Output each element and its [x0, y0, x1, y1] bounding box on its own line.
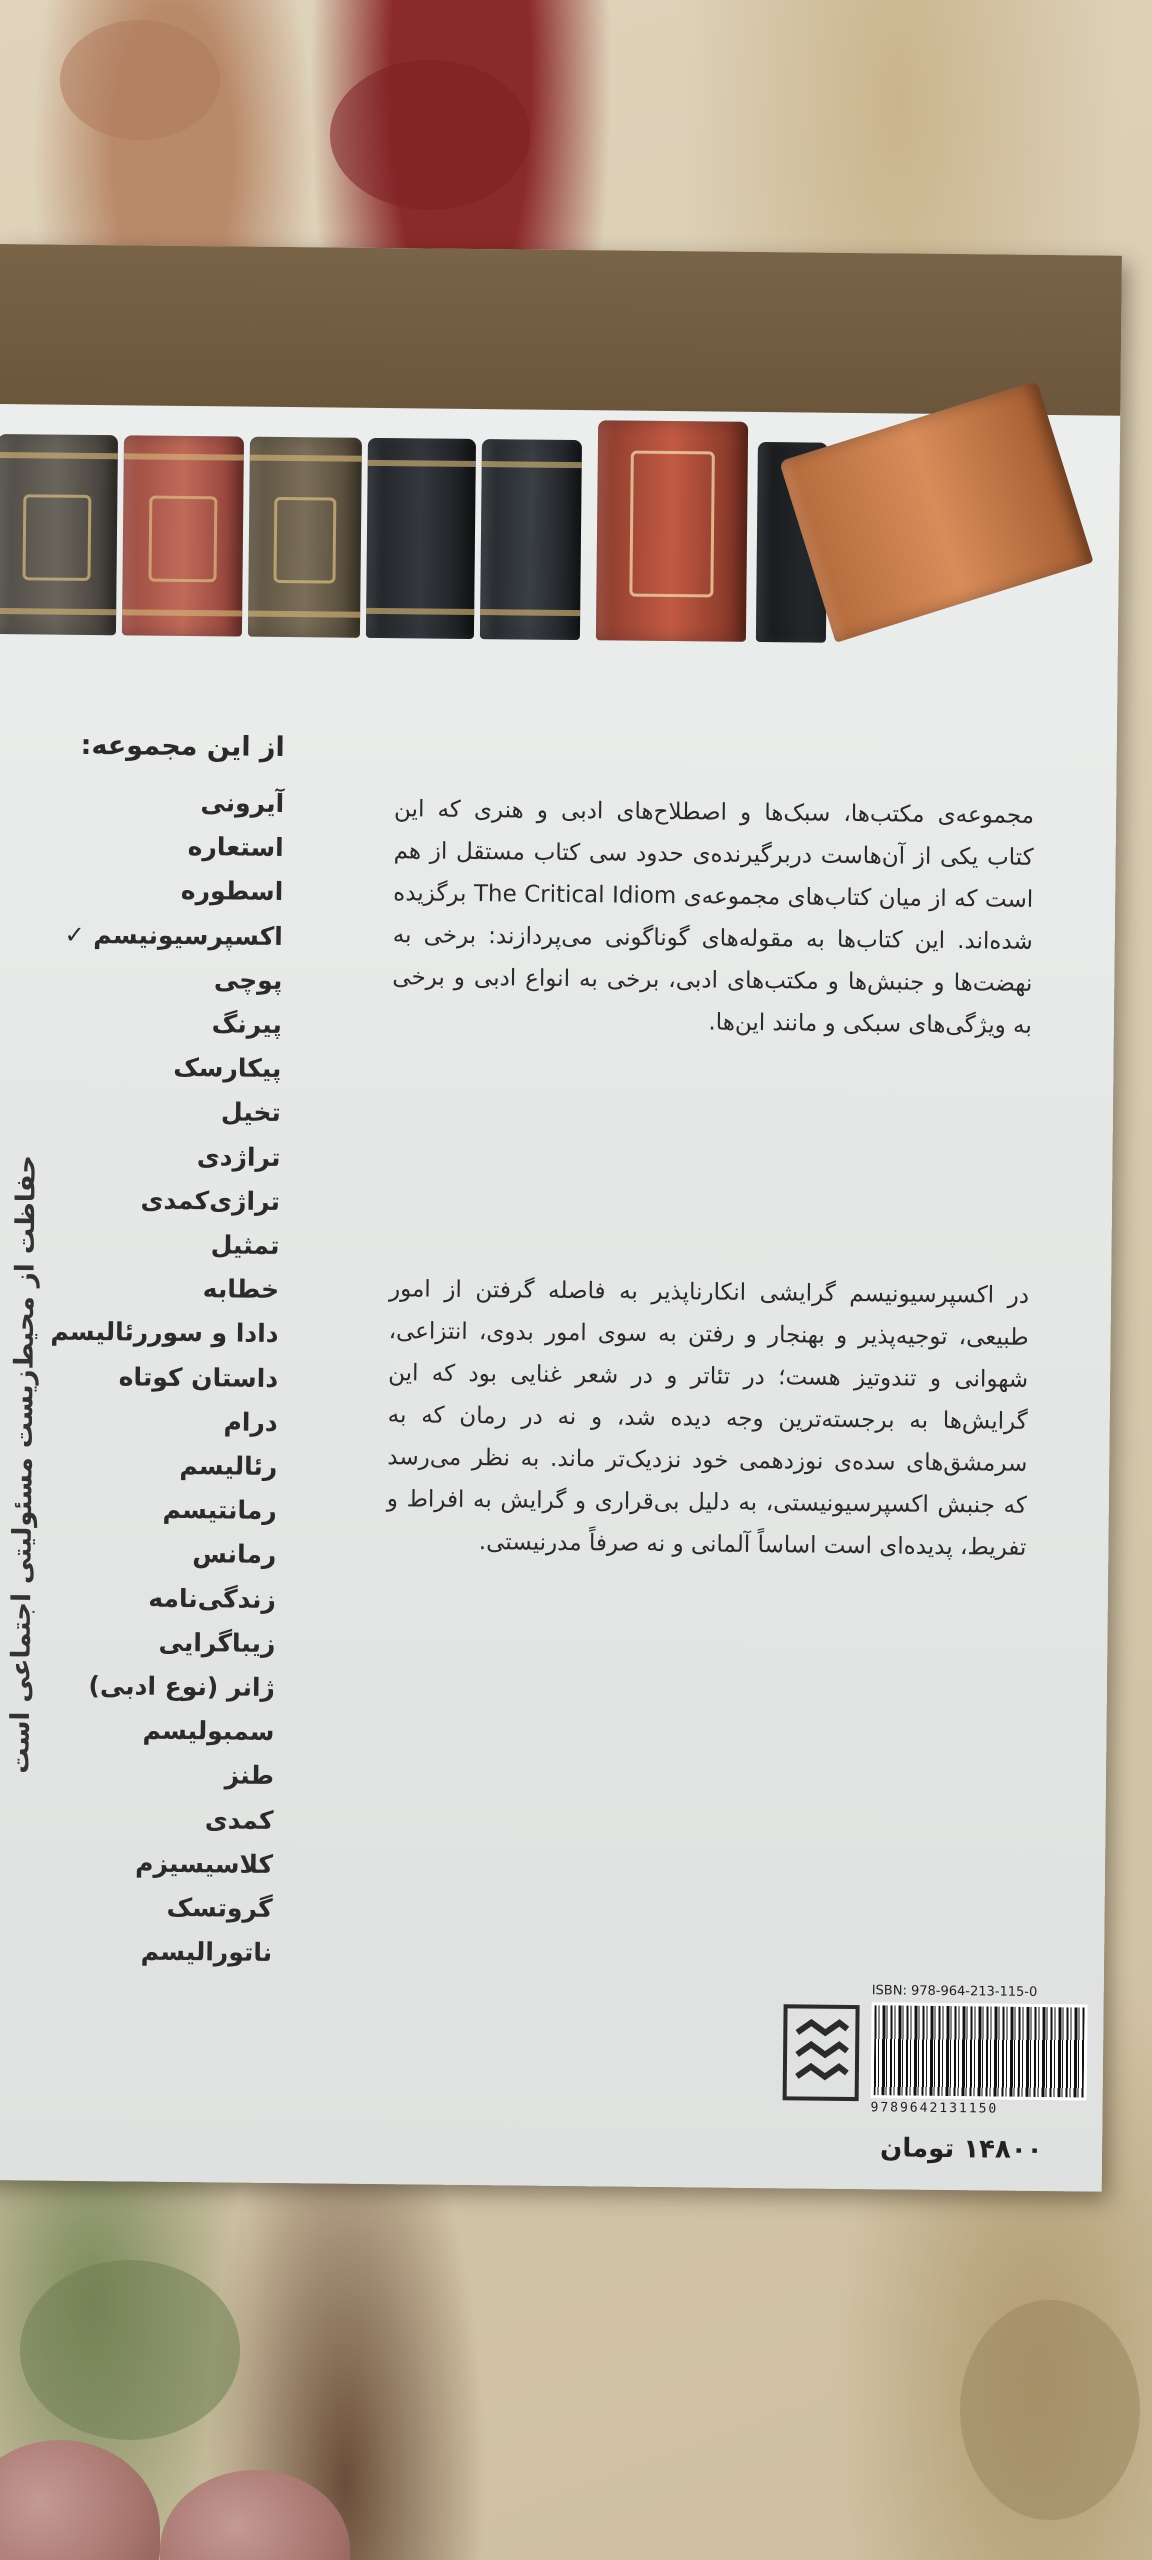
description-paragraph: مجموعه‌ی مکتب‌ها، سبک‌ها و اصطلاح‌های ادبی و هنری که این کتاب یکی از آن‌هاست دربرگیرنده‌ی حدود سی کتاب مستقل از هم است که از میان کتاب‌های مجموعه‌ی The Critical Idiom برگزیده شده‌اند. این کتاب‌ها به مقوله‌های گوناگونی می‌پردازند: برخی به نهضت‌ها و جنبش‌ها و مکتب‌های ادبی، برخی به انواع ادبی و برخی به ویژگی‌های سبکی و مانند این‌ها.: [392, 796, 1035, 1039]
finger: [0, 2440, 160, 2560]
book-back-cover: [0, 244, 1122, 2192]
series-item: گروتسک: [166, 1892, 273, 1924]
series-item: طنز: [224, 1760, 275, 1791]
series-item: استعاره: [187, 832, 284, 863]
publisher-logo-icon: [781, 2002, 862, 2103]
series-item: پیرنگ: [211, 1009, 282, 1040]
illustrated-book: [122, 435, 244, 636]
barcode-digits: 9789642131150: [870, 2100, 999, 2117]
illustrated-book: [0, 434, 118, 635]
barcode-icon: [871, 2002, 1088, 2100]
price-label: ۱۴۸۰۰ تومان: [879, 2133, 1043, 2166]
series-title-list: [42, 780, 284, 1976]
rug-pattern: [60, 20, 220, 140]
series-item: ناتورالیسم: [140, 1936, 273, 1968]
series-item: دادا و سوررئالیسم: [50, 1317, 279, 1349]
series-item: پوچی: [213, 965, 283, 995]
illustrated-book: [596, 420, 748, 642]
series-item: تمثیل: [210, 1230, 280, 1261]
series-item: داستان کوتاه: [118, 1361, 279, 1393]
series-item: سمبولیسم: [142, 1715, 275, 1747]
finger: [160, 2470, 350, 2560]
cover-top-band: [0, 244, 1122, 416]
series-item: خطابه: [202, 1274, 280, 1305]
series-item: کمدی: [204, 1804, 274, 1835]
isbn-barcode: [870, 1983, 1086, 2125]
series-item: [53, 912, 283, 959]
series-item: درام: [223, 1407, 278, 1437]
series-item-label: اکسپرسیونیسم: [93, 919, 283, 951]
series-item: رمانس: [192, 1539, 277, 1570]
check-mark-icon: ✓: [64, 920, 85, 949]
series-item: آیرونی: [200, 788, 285, 819]
illustrated-book: [480, 439, 582, 640]
series-item: تراژدی: [196, 1141, 281, 1172]
series-item: ژانر (نوع ادبی): [88, 1671, 276, 1703]
book-shelf-illustration: [0, 404, 1120, 646]
series-item: زیباگرایی: [158, 1627, 276, 1658]
rug-pattern: [960, 2300, 1140, 2520]
series-item: رمانتیسم: [162, 1495, 277, 1526]
series-item: تراژی‌کمدی: [140, 1185, 281, 1216]
illustrated-book: [366, 438, 476, 639]
environment-note: [0, 1084, 57, 1845]
illustrated-book: [248, 437, 362, 638]
rug-pattern: [330, 60, 530, 210]
illustrated-book: [779, 381, 1093, 643]
rug-pattern: [20, 2260, 240, 2440]
series-list-title: از این مجموعه:: [80, 729, 285, 764]
isbn-label: ISBN: 978-964-213-115-0: [871, 1983, 1038, 2000]
series-item: رئالیسم: [179, 1450, 278, 1482]
series-item: زندگی‌نامه: [148, 1583, 276, 1614]
series-item: اسطوره: [180, 876, 284, 907]
series-item: تخیل: [220, 1097, 282, 1128]
series-item: کلاسیسیزم: [135, 1848, 274, 1879]
description-paragraph: در اکسپرسیونیسم گرایشی انکارناپذیر به فاصله گرفتن از امور طبیعی، توجیه‌پذیر و بهنجار و رفتن به سوی امور بدوی، انتزاعی، شهوانی و تندوتیز هست؛ در تئاتر و در شعر غنایی بود که این گرایش‌ها به برجسته‌ترین وجه دیده شد، و نه در رمان که به سرمشق‌های سده‌ی نوزدهمی خود نزدیک‌تر ماند. به نظر می‌رسد که جنبش اکسپرسیونیستی، به دلیل بی‌قراری و گرایش به افراط و تفریط، پدیده‌ای است اساساً آلمانی و نه صرفاً مدرنیستی.: [386, 1276, 1030, 1561]
environment-note-text: حفاظت از محیط‌زیست مسئولیتی اجتماعی است: [4, 1154, 42, 1774]
series-item: پیکارسک: [173, 1053, 282, 1084]
